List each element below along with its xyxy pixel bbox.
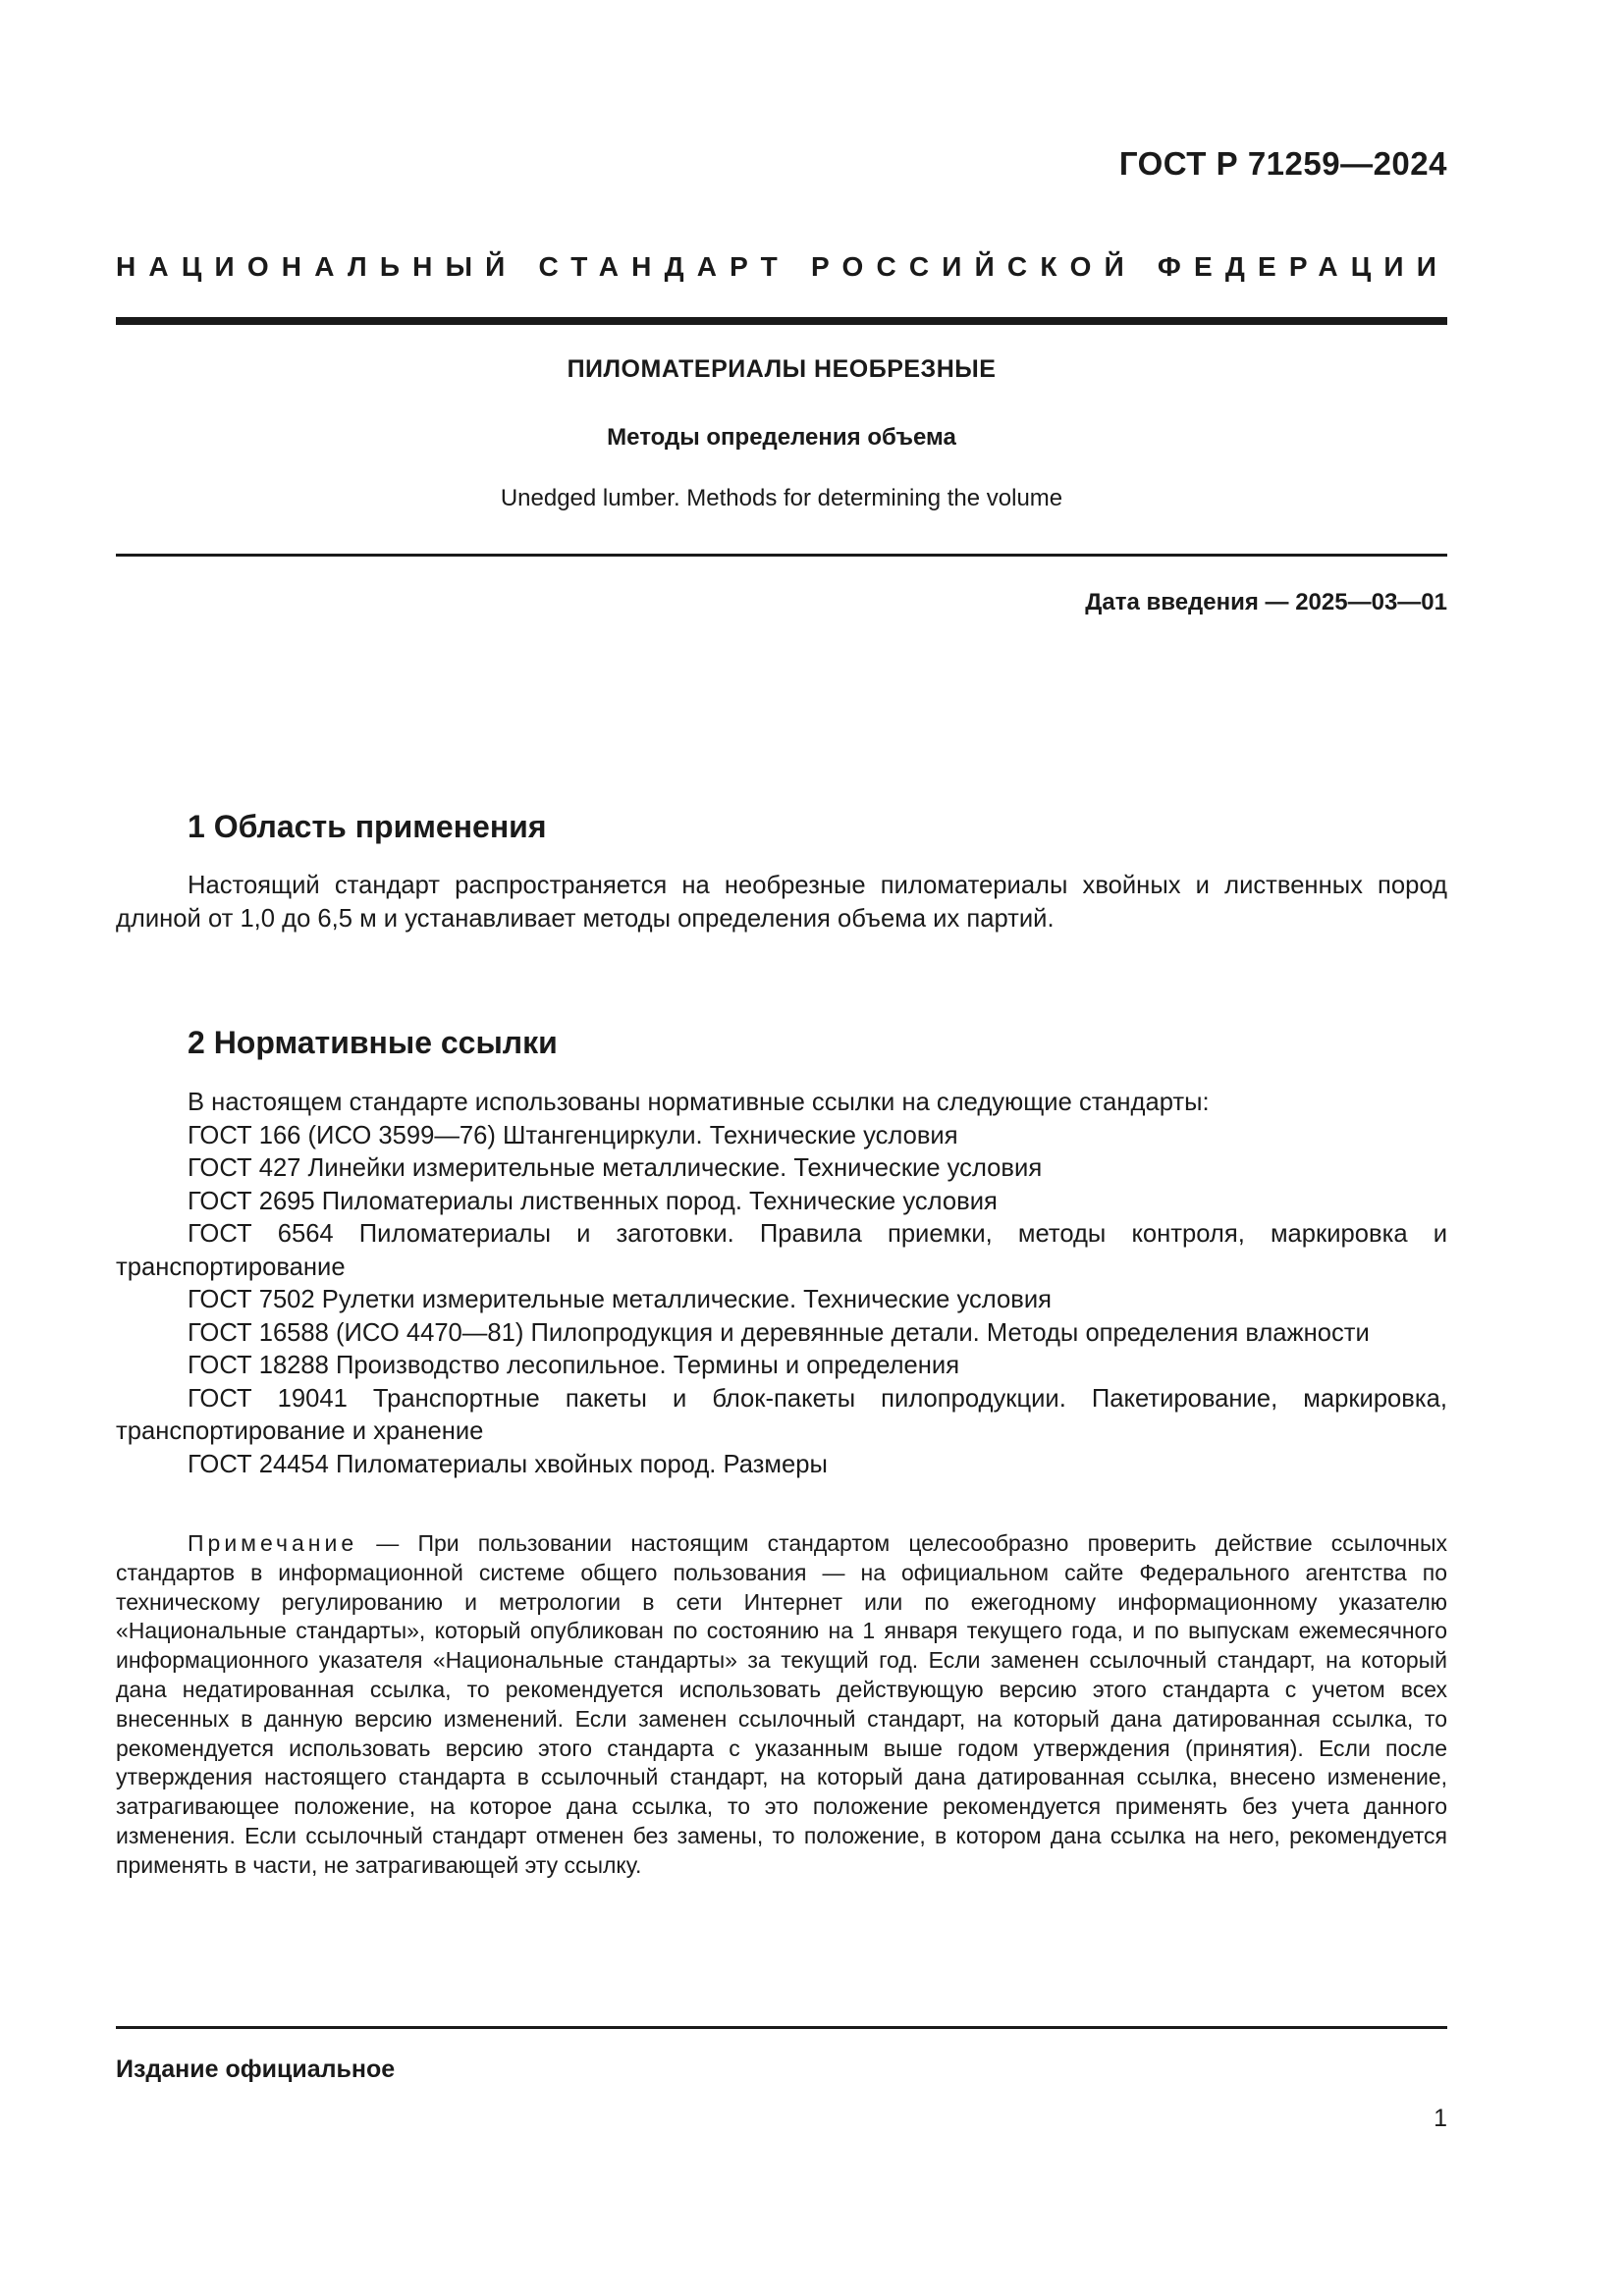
note-block <box>116 1529 1447 1881</box>
document-title: ПИЛОМАТЕРИАЛЫ НЕОБРЕЗНЫЕ <box>567 355 997 383</box>
introduction-date: Дата введения — 2025—03—01 <box>1085 589 1447 615</box>
reference-item: ГОСТ 427 Линейки измерительные металлические. Технические условия <box>188 1154 1043 1182</box>
official-edition-label: Издание официальное <box>116 2056 396 2083</box>
reference-item: ГОСТ 18288 Производство лесопильное. Термины и определения <box>188 1352 960 1379</box>
note-label: Примечание <box>188 1530 358 1556</box>
header-divider <box>116 317 1447 325</box>
normative-references-list <box>116 1087 1447 1481</box>
reference-item: ГОСТ 166 (ИСО 3599—76) Штангенциркули. Технические условия <box>188 1121 958 1149</box>
reference-item: ГОСТ 7502 Рулетки измерительные металлические. Технические условия <box>188 1286 1052 1313</box>
section-1-body <box>116 870 1447 935</box>
section-1-text: Настоящий стандарт распространяется на необрезные пиломатериалы хвойных и лиственных пород длиной от 1,0 до 6,5 м и устанавливает методы определения объема их партий. <box>116 872 1447 933</box>
footer-divider <box>116 2026 1447 2029</box>
reference-item: ГОСТ 16588 (ИСО 4470—81) Пилопродукция и деревянные детали. Методы определения влажности <box>188 1318 1370 1347</box>
national-standard-banner: НАЦИОНАЛЬНЫЙ СТАНДАРТ РОССИЙСКОЙ ФЕДЕРАЦИИ <box>116 251 1450 282</box>
reference-item: ГОСТ 19041 Транспортные пакеты и блок-пакеты пилопродукции. Пакетирование, маркировка, транспортирование и хранение <box>116 1384 1447 1445</box>
note-paragraph <box>116 1529 1447 1881</box>
reference-item: ГОСТ 2695 Пиломатериалы лиственных пород. Технические условия <box>188 1187 998 1215</box>
page-number: 1 <box>1434 2105 1447 2132</box>
section-2-heading: 2 Нормативные ссылки <box>188 1025 558 1060</box>
reference-item: ГОСТ 24454 Пиломатериалы хвойных пород. Размеры <box>188 1450 828 1478</box>
document-subtitle: Методы определения объема <box>607 424 956 451</box>
references-intro: В настоящем стандарте использованы нормативные ссылки на следующие стандарты: <box>188 1089 1210 1116</box>
document-title-english: Unedged lumber. Methods for determining the volume <box>500 485 1063 511</box>
note-text: — При пользовании настоящим стандартом целесообразно проверить действие ссылочных стандартов в информационной системе общего пользования — на официальном сайте Федерального агентства по техническому регулированию и метрологии в сети Интернет или по ежегодному информационному указателю «Национальные стандарты», который опубликован по состоянию на 1 января текущего года, и по выпускам ежемесячного информационного указателя «Национальные стандарты» за текущий год. Если заменен ссылочный стандарт, на который дана недатированная ссылка, то рекомендуется использовать действующую версию этого стандарта с учетом всех внесенных в данную версию изменений. Если заменен ссылочный стандарт, на который дана датированная ссылка, то рекомендуется использовать версию этого стандарта с указанным выше годом утверждения (принятия). Если после утверждения настоящего стандарта в ссылочный стандарт, на который дана датированная ссылка, внесено изменение, затрагивающее положение, на которое дана ссылка, то это положение рекомендуется применять без учета данного изменения. Если ссылочный стандарт отменен без замены, то положение, в котором дана ссылка на него, рекомендуется применять в части, не затрагивающей эту ссылку. <box>116 1530 1447 1878</box>
reference-item: ГОСТ 6564 Пиломатериалы и заготовки. Правила приемки, методы контроля, маркировка и транспортирование <box>116 1220 1447 1281</box>
section-1-heading: 1 Область применения <box>188 809 547 844</box>
title-divider <box>116 554 1447 557</box>
document-code: ГОСТ Р 71259—2024 <box>1118 145 1447 182</box>
